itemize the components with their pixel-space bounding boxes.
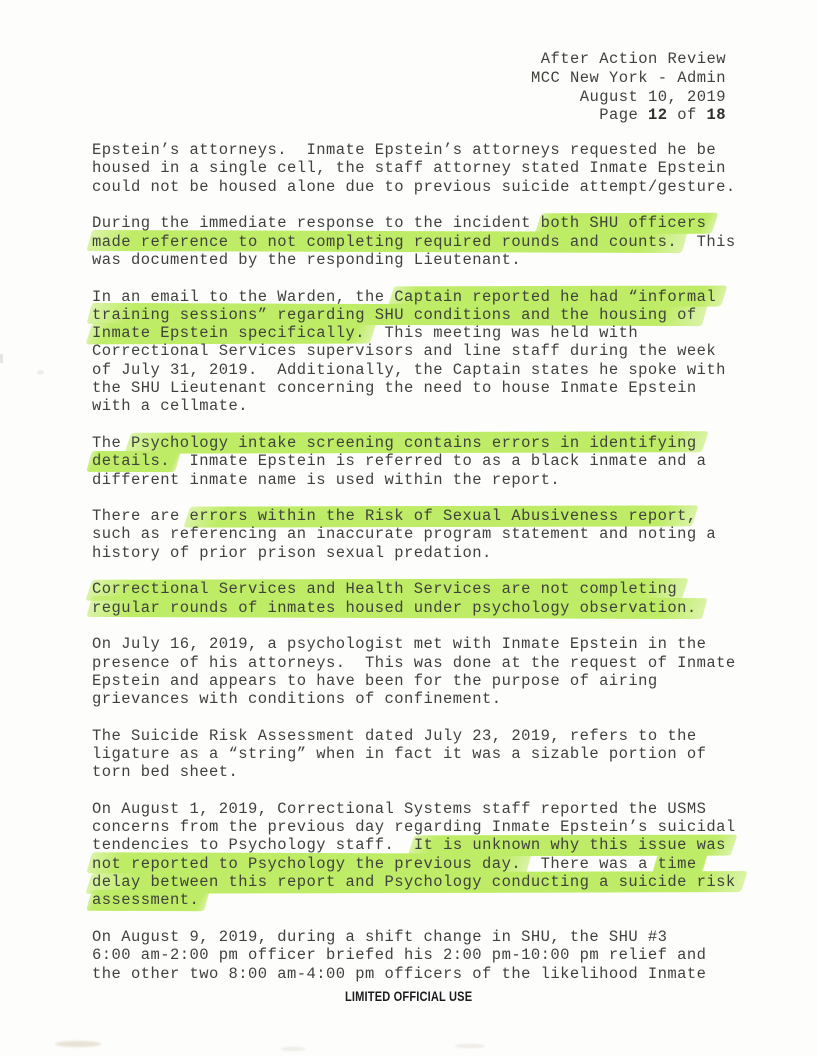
- page-number: 12: [647, 106, 668, 125]
- highlighted-text: It is unknown why this issue was: [413, 836, 726, 855]
- highlighted-text: time: [657, 854, 697, 873]
- text-line: [92, 178, 742, 196]
- scan-artifact: [55, 1041, 101, 1047]
- highlighted-text: details.: [92, 452, 171, 471]
- highlighted-text: made reference to not completing required rounds and counts.: [92, 232, 678, 251]
- text-line: [92, 745, 742, 763]
- document-header: [92, 50, 726, 125]
- total-pages: 18: [706, 106, 726, 125]
- text-line: [92, 891, 742, 909]
- text-line: [92, 324, 742, 342]
- highlighted-text: delay between this report and Psychology conducting a suicide risk: [92, 873, 736, 892]
- text-line: [92, 727, 742, 745]
- text-line: [92, 342, 742, 360]
- text-segment: with a cellmate.: [92, 397, 249, 416]
- paragraph: [92, 635, 742, 708]
- highlighted-text: assessment.: [92, 891, 200, 910]
- text-line: [92, 452, 742, 470]
- page-content: [92, 50, 742, 1001]
- header-title: After Action Review: [540, 50, 726, 68]
- text-line: [92, 251, 742, 269]
- document-body: [92, 141, 742, 983]
- text-line: [92, 635, 742, 653]
- text-line: [92, 946, 742, 964]
- text-segment: of July 31, 2019. Additionally, the Captain states he spoke with: [92, 360, 726, 379]
- text-line: [92, 525, 742, 543]
- text-segment: the SHU Lieutenant concerning the need to house Inmate Epstein: [92, 379, 697, 398]
- highlighted-text: errors within the Risk of Sexual Abusiveness report: [189, 507, 687, 526]
- paragraph: [92, 141, 742, 196]
- text-line: [92, 800, 742, 818]
- text-line: [92, 288, 742, 306]
- text-line: [92, 141, 742, 159]
- text-segment: torn bed sheet.: [92, 763, 239, 782]
- header-facility: MCC New York - Admin: [530, 68, 726, 87]
- text-segment: There are: [92, 507, 190, 526]
- text-segment: Inmate Epstein is referred to as a black inmate and a: [170, 452, 707, 471]
- page-label: Page: [599, 106, 648, 125]
- highlighted-text: training sessions” regarding SHU conditions and the housing of: [92, 305, 697, 324]
- text-line: [92, 361, 742, 379]
- text-segment: This: [677, 232, 736, 251]
- text-segment: the other two 8:00 am-4:00 pm officers of the likelihood Inmate: [92, 964, 707, 983]
- text-segment: During the immediate response to the incident: [92, 214, 541, 233]
- footer-text: LIMITED OFFICIAL USE: [344, 989, 473, 1004]
- paragraph: [92, 288, 742, 416]
- text-segment: The: [92, 433, 132, 452]
- text-segment: On August 9, 2019, during a shift change in SHU, the SHU #3: [92, 927, 668, 946]
- text-line: [92, 836, 742, 854]
- scan-artifact: [37, 370, 44, 375]
- paragraph: [92, 507, 742, 562]
- highlighted-text: Inmate Epstein specifically.: [92, 324, 366, 343]
- text-line: [92, 397, 742, 415]
- text-line: [92, 214, 742, 232]
- scan-artifact: [280, 1047, 306, 1051]
- text-segment: such as referencing an inaccurate program statement and noting a: [92, 525, 717, 544]
- text-line: [92, 672, 742, 690]
- paragraph: [92, 434, 742, 489]
- text-segment: housed in a single cell, the staff attorney stated Inmate Epstein: [92, 159, 726, 178]
- text-line: [92, 690, 742, 708]
- text-segment: Correctional Services supervisors and line staff during the week: [92, 342, 717, 361]
- text-segment: presence of his attorneys. This was done at the request of Inmate: [92, 653, 736, 672]
- paragraph: [92, 928, 742, 983]
- header-date: August 10, 2019: [579, 87, 726, 106]
- text-line: [92, 434, 742, 452]
- of-label: of: [667, 106, 707, 125]
- text-line: [92, 654, 742, 672]
- text-segment: There was a: [521, 854, 658, 873]
- scan-artifact: [0, 354, 3, 363]
- text-segment: history of prior prison sexual predation.: [92, 543, 492, 562]
- text-line: [92, 599, 742, 617]
- header-page-line: [92, 106, 726, 125]
- text-segment: concerns from the previous day regarding Inmate Epstein’s suicidal: [92, 818, 736, 837]
- text-line: [92, 965, 742, 983]
- text-line: [92, 233, 742, 251]
- text-segment: different inmate name is used within the report.: [92, 470, 561, 489]
- text-segment: On August 1, 2019, Correctional Systems staff reported the USMS: [92, 799, 707, 818]
- paragraph: [92, 580, 742, 617]
- text-segment: Epstein and appears to have been for the purpose of airing: [92, 671, 658, 690]
- text-segment: was documented by the responding Lieutenant.: [92, 250, 522, 269]
- paragraph: [92, 727, 742, 782]
- text-line: [92, 471, 742, 489]
- text-segment: grievances with conditions of confinement.: [92, 690, 502, 709]
- paragraph: [92, 214, 742, 269]
- highlighted-text: Captain reported he had “informal: [394, 287, 717, 306]
- paragraph: [92, 800, 742, 910]
- text-line: [92, 873, 742, 891]
- footer-classification: [0, 988, 817, 1006]
- text-line: [92, 580, 742, 598]
- text-segment: In an email to the Warden, the: [92, 287, 395, 306]
- text-line: [92, 159, 742, 177]
- highlighted-text: Correctional Services and Health Services are not completing: [92, 580, 678, 599]
- highlighted-text: not reported to Psychology the previous day.: [92, 854, 522, 873]
- text-segment: ,: [686, 507, 697, 526]
- text-line: [92, 544, 742, 562]
- text-segment: ligature as a “string” when in fact it was a sizable portion of: [92, 744, 707, 763]
- highlighted-text: Psychology intake screening contains errors in identifying: [131, 433, 697, 452]
- text-segment: The Suicide Risk Assessment dated July 23, 2019, refers to the: [92, 726, 697, 745]
- text-segment: On July 16, 2019, a psychologist met with Inmate Epstein in the: [92, 635, 707, 654]
- text-line: [92, 507, 742, 525]
- text-line: [92, 763, 742, 781]
- text-segment: could not be housed alone due to previous suicide attempt/gesture.: [92, 177, 736, 196]
- highlighted-text: both SHU officers: [540, 214, 707, 233]
- text-line: [92, 855, 742, 873]
- text-line: [92, 928, 742, 946]
- text-line: [92, 306, 742, 324]
- text-line: [92, 818, 742, 836]
- text-segment: 6:00 am-2:00 pm officer briefed his 2:00 pm-10:00 pm relief and: [92, 946, 707, 965]
- text-segment: This meeting was held with: [365, 324, 639, 343]
- text-segment: Epstein’s attorneys. Inmate Epstein’s attorneys requested he be: [92, 141, 717, 160]
- text-line: [92, 379, 742, 397]
- highlighted-text: regular rounds of inmates housed under psychology observation.: [92, 598, 697, 617]
- text-segment: tendencies to Psychology staff.: [92, 836, 414, 855]
- scan-artifact: [455, 1044, 485, 1048]
